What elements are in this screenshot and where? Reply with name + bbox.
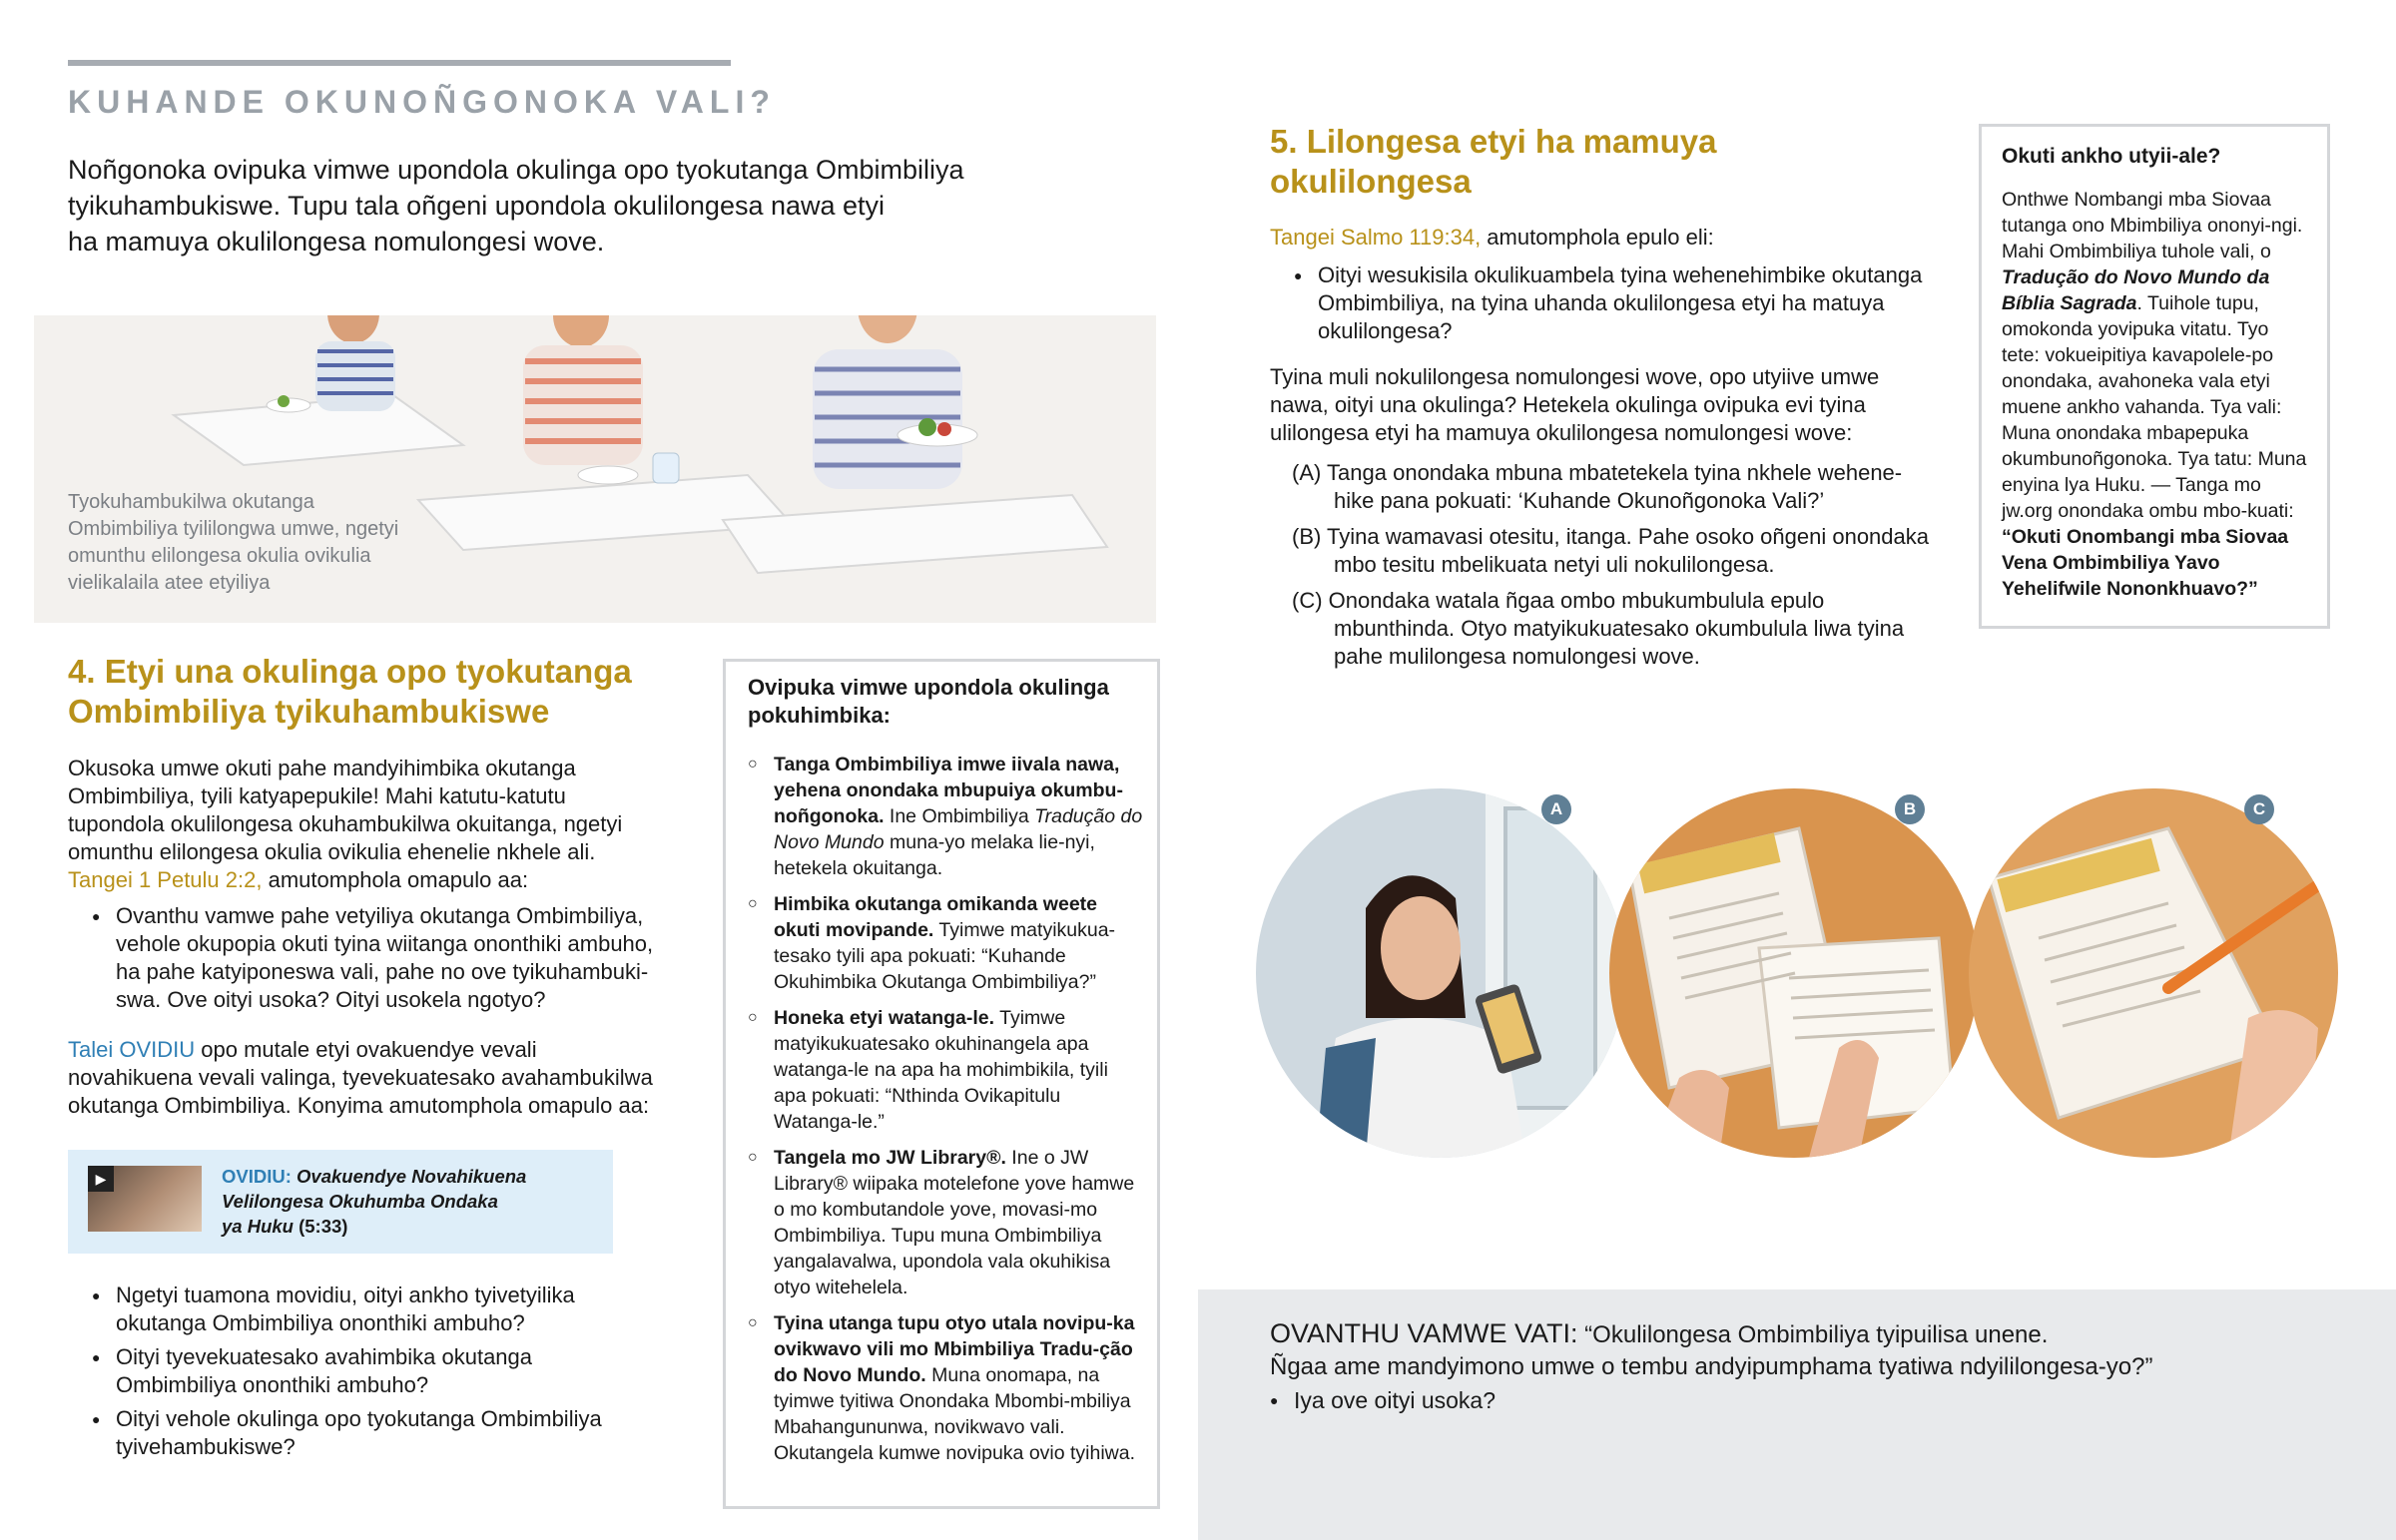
video-link[interactable]: Talei OVIDIU (68, 1037, 196, 1062)
illustration-c-highlighting-book (1969, 788, 2338, 1158)
badge-b: B (1895, 794, 1925, 824)
list-item: ○ Tyina utanga tupu otyo utala novipu-ka ovikwavo vili mo Mbimbiliya Tradu-ção do Novo Mundo. Muna onomapa, na tyimwe tyitiwa Onondaka Mbombi-mbiliya Mbahangununwa, novikwavo vali. Okutangela kumwe novipuka ovio tyihiwa. (748, 1310, 1143, 1466)
illustration-caption: Tyokuhambukilwa okutanga Ombimbiliya tyililongwa umwe, ngetyi omunthu elilongesa okulia ovikulia vielikalaila atee etyiliya (68, 491, 399, 594)
section-5-paragraph: Tyina muli nokulilongesa nomulongesi wove, opo utyiive umwe nawa, oityi una okulinga? Hetekela okulinga ovipuka evi tyina ulilongesa etyi ha mamuya okulilongesa nomulongesi wove: (1270, 364, 1880, 445)
intro-line-1: Noñgonoka ovipuka vimwe upondola okulinga opo tyokutanga Ombimbiliya (68, 155, 964, 185)
illustration-b-book-reading (1609, 788, 1979, 1158)
scripture-reference-line: Tangei Salmo 119:34, amutomphola epulo eli: (1270, 225, 1714, 250)
step-c: (C) Onondaka watala ñgaa ombo mbukumbulula epulo mbunthinda. Otyo matyikukuatesako okumbulula liwa tyina pahe mulilongesa nomulongesi wove. (1292, 588, 1905, 669)
list-item: ○ Himbika okutanga omikanda weete okuti movipande. Tyimwe matyikukua-tesako tyili apa pokuati: “Kuhande Okuhimbika Okutanga Ombimbiliya?” (748, 891, 1143, 995)
section-5-bullets (1270, 261, 1929, 345)
play-icon[interactable]: ▶ (88, 1166, 114, 1192)
study-steps (1270, 459, 1929, 671)
tips-box-title: Ovipuka vimwe upondola okulinga pokuhimbika: (748, 675, 1109, 728)
intro-line-3: ha mamuya okulilongesa nomulongesi wove. (68, 227, 605, 257)
tips-box (723, 659, 1160, 1509)
did-you-know-text: Onthwe Nombangi mba Siovaa tutanga ono Mbimbiliya ononyi-ngi. Mahi Ombimbiliya tuhole vali, o Tradução do Novo Mundo da Bíblia Sagrada. Tuihole tupu, omokonda yovipuka vitatu. Tyo tete: vokueipitiya kavapolele-po onondaka, avahoneka vala etyi muene ankho vahanda. Tya vali: Muna onondaka mbapepuka okumbunoñgonoka. Tya tatu: Muna enyina lya Huku. — Tanga mo jw.org onondaka ombu mbo-kuati: “Okuti Onombangi mba Siovaa Vena Ombimbiliya Yavo Yehelifwile Nononkhuavo?” (2002, 189, 2307, 600)
did-you-know-title: Okuti ankho utyii-ale? (2002, 145, 2221, 168)
section-4-heading: 4. Etyi una okulinga opo tyokutanga Ombimbiliya tyikuhambukiswe (68, 653, 632, 730)
section-5-body (1270, 224, 1929, 671)
video-instruction: Talei OVIDIU opo mutale etyi ovakuendye vevali novahikuena vevali valinga, tyevekuatesako avahambukilwa okutanga Ombimbiliya. Konyima amutomphola omapulo aa: (68, 1037, 653, 1118)
scripture-reference-link[interactable]: Tangei Salmo 119:34, (1270, 225, 1482, 250)
section-4-bullets (68, 902, 667, 1014)
video-duration: (5:33) (299, 1216, 348, 1237)
section-4-paragraph: Okusoka umwe okuti pahe mandyihimbika okutanga Ombimbiliya, tyili katyapepukile! Mahi katutu-katutu tupondola okulilongesa okuhambukilwa okuitanga, ngetyi omunthu elilongesa okulia ovikulia ehenelie nkhele ali. (68, 756, 623, 864)
video-card[interactable] (68, 1150, 613, 1254)
others-say-bullets (1246, 1385, 1496, 1421)
others-say-quote: OVANTHU VAMWE VATI: “Okulilongesa Ombimbiliya tyipuilisa unene. Ñgaa ame mandyimono umwe o tembu andyipumphama tyatiwa ndyililongesa-yo?” (1270, 1318, 2153, 1380)
badge-a: A (1541, 794, 1571, 824)
step-b: (B) Tyina wamavasi otesitu, itanga. Pahe osoko oñgeni onondaka mbo tesitu mbelikuata netyi uli nokulilongesa. (1292, 524, 1929, 577)
video-title: Ovakuendye Novahikuena (297, 1166, 527, 1187)
illustration-a-woman-reading-phone (1256, 788, 1625, 1158)
intro-text (68, 152, 1066, 259)
video-info: OVIDIU: Ovakuendye Novahikuena Velilongesa Okuhumba Ondaka ya Huku (5:33) (222, 1166, 527, 1237)
top-rule (68, 60, 731, 66)
others-say-band (1198, 1289, 2396, 1540)
list-item: ● Oityi tyevekuatesako avahimbika okutanga Ombimbiliya ononthiki ambuho? (68, 1343, 627, 1399)
list-item: ● Ovanthu vamwe pahe vetyiliya okutanga Ombimbiliya, vehole okupopia okuti tyina wiitanga ononthiki ambuho, ha pahe katyiponeswa vali, pahe no ove tyikuhambuki-swa. Ove oityi usoka? Oityi usokela ngotyo? (68, 902, 667, 1014)
list-item: ○ Tanga Ombimbiliya imwe iivala nawa, yehena onondaka mbupuiya okumbu-noñgonoka. Ine Ombimbiliya Tradução do Novo Mundo muna-yo melaka lie-nyi, hetekela okuitanga. (748, 752, 1143, 881)
video-questions (68, 1282, 627, 1467)
list-item: ● Iya ove oityi usoka? (1246, 1385, 1496, 1415)
intro-line-2: tyikuhambukiswe. Tupu tala oñgeni upondola okulilongesa nawa etyi (68, 191, 886, 221)
scripture-reference-link[interactable]: Tangei 1 Petulu 2:2, (68, 867, 263, 892)
badge-c: C (2244, 794, 2274, 824)
video-label: OVIDIU: (222, 1166, 292, 1187)
tips-list (748, 752, 1143, 1476)
scripture-reference-line: Tangei 1 Petulu 2:2, amutomphola omapulo aa: (68, 867, 529, 892)
list-item: ● Oityi wesukisila okulikuambela tyina wehenehimbike okutanga Ombimbiliya, na tyina uhanda okulilongesa etyi ha matuya okulilongesa? (1270, 261, 1929, 345)
list-item: ○ Honeka etyi watanga-le. Tyimwe matyikukuatesako okuhinangela apa watanga-le na apa ha mohimbikila, tyili apa pokuati: “Nthinda Ovikapitulu Watanga-le.” (748, 1005, 1143, 1135)
section-kicker: KUHANDE OKUNOÑGONOKA VALI? (68, 84, 776, 120)
list-item: ○ Tangela mo JW Library®. Ine o JW Library® wiipaka motelefone yove hamwe o mo kombutandole yove, movasi-mo Ombimbiliya. Tupu muna Ombimbiliya yangalavalwa, upondola vala okuhikisa otyo witehelela. (748, 1145, 1143, 1300)
step-a: (A) Tanga onondaka mbuna mbatetekela tyina nkhele wehene-hike pana pokuati: ‘Kuhande Okunoñgonoka Vali?’ (1292, 460, 1903, 513)
did-you-know-box (1979, 124, 2330, 629)
section-4-body (68, 755, 667, 1120)
others-say-label: OVANTHU VAMWE VATI: (1270, 1318, 1578, 1348)
list-item: ● Ngetyi tuamona movidiu, oityi ankho tyivetyilika okutanga Ombimbiliya ononthiki ambuho? (68, 1282, 627, 1337)
list-item: ● Oityi vehole okulinga opo tyokutanga Ombimbiliya tyivehambukiswe? (68, 1405, 627, 1461)
section-5-heading: 5. Lilongesa etyi ha mamuya okulilongesa (1270, 123, 1717, 200)
